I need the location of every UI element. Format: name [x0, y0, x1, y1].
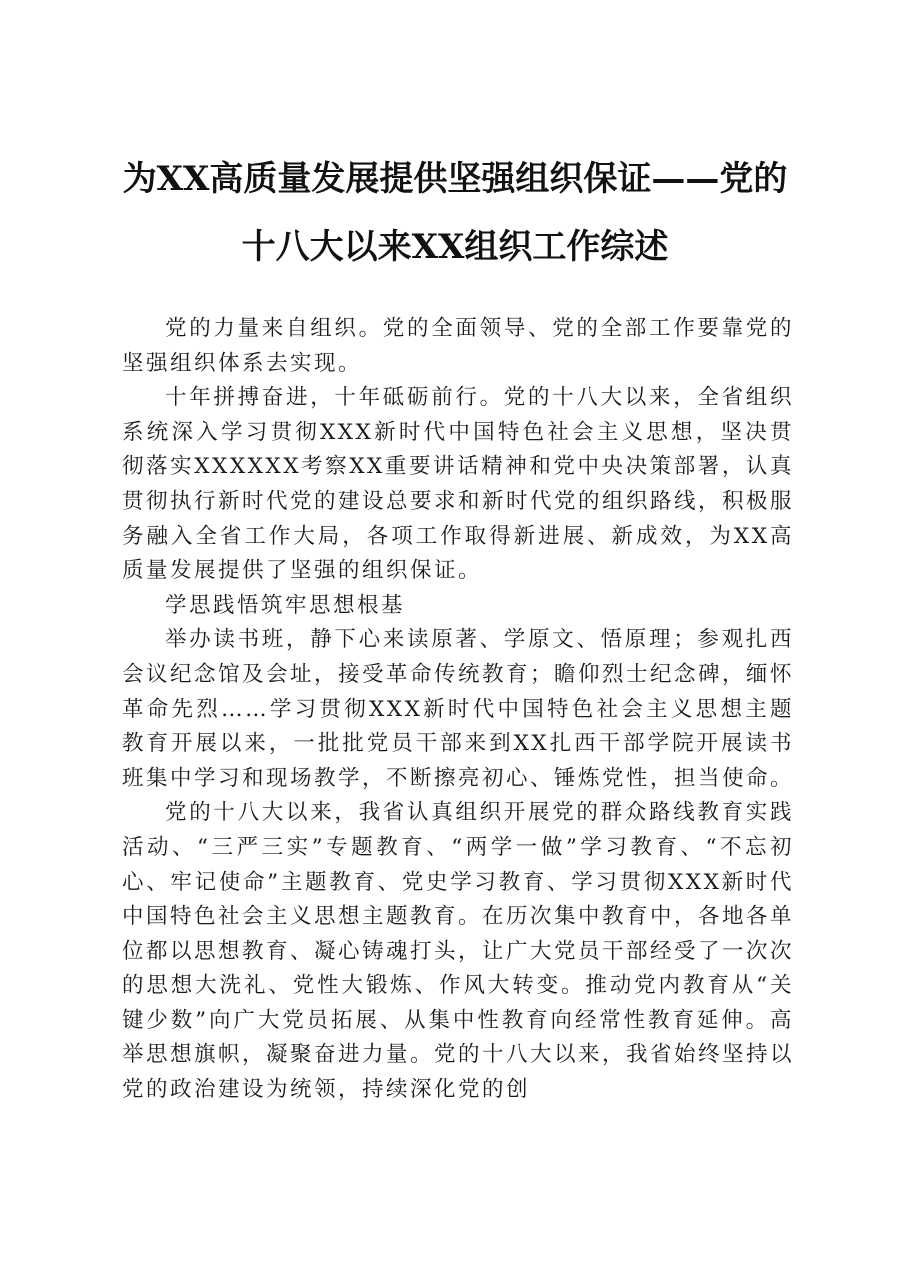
- title-line-2: 十八大以来XX组织工作综述: [241, 227, 669, 267]
- title-line-1: 为XX高质量发展提供坚强组织保证——党的: [122, 159, 788, 199]
- paragraph-study: 举办读书班，静下心来读原著、学原文、悟原理；参观扎西会议纪念馆及会址，接受革命传统教育；瞻仰烈士纪念碑，缅怀革命先烈……学习贯彻XXX新时代中国特色社会主义思想主题教育开展以来，一批批党员干部来到XX扎西干部学院开展读书班集中学习和现场教学，不断擦亮初心、锤炼党性，担当使命。: [122, 627, 795, 791]
- document-title: [110, 145, 800, 281]
- document-body: [122, 312, 794, 1108]
- paragraph-intro: 党的力量来自组织。党的全面领导、党的全部工作要靠党的坚强组织体系去实现。: [122, 316, 794, 376]
- paragraph-overview: 十年拼搏奋进，十年砥砺前行。党的十八大以来，全省组织系统深入学习贯彻XXX新时代中国特色社会主义思想，坚决贯彻落实XXXXXX考察XX重要讲话精神和党中央决策部署，认真贯彻执行新时代党的建设总要求和新时代党的组织路线，积极服务融入全省工作大局，各项工作取得新进展、新成效，为XX高质量发展提供了坚强的组织保证。: [122, 385, 795, 584]
- paragraph-education: 党的十八大以来，我省认真组织开展党的群众路线教育实践活动、“三严三实”专题教育、“两学一做”学习教育、“不忘初心、牢记使命”主题教育、党史学习教育、学习贯彻XXX新时代中国特色社会主义思想主题教育。在历次集中教育中，各地各单位都以思想教育、凝心铸魂打头，让广大党员干部经受了一次次的思想大洗礼、党性大锻炼、作风大转变。推动党内教育从“关键少数”向广大党员拓展、从集中性教育向经常性教育延伸。高举思想旗帜，凝聚奋进力量。党的十八大以来，我省始终坚持以党的政治建设为统领，持续深化党的创: [122, 800, 795, 1103]
- section-heading: 学思践悟筑牢思想根基: [165, 592, 406, 618]
